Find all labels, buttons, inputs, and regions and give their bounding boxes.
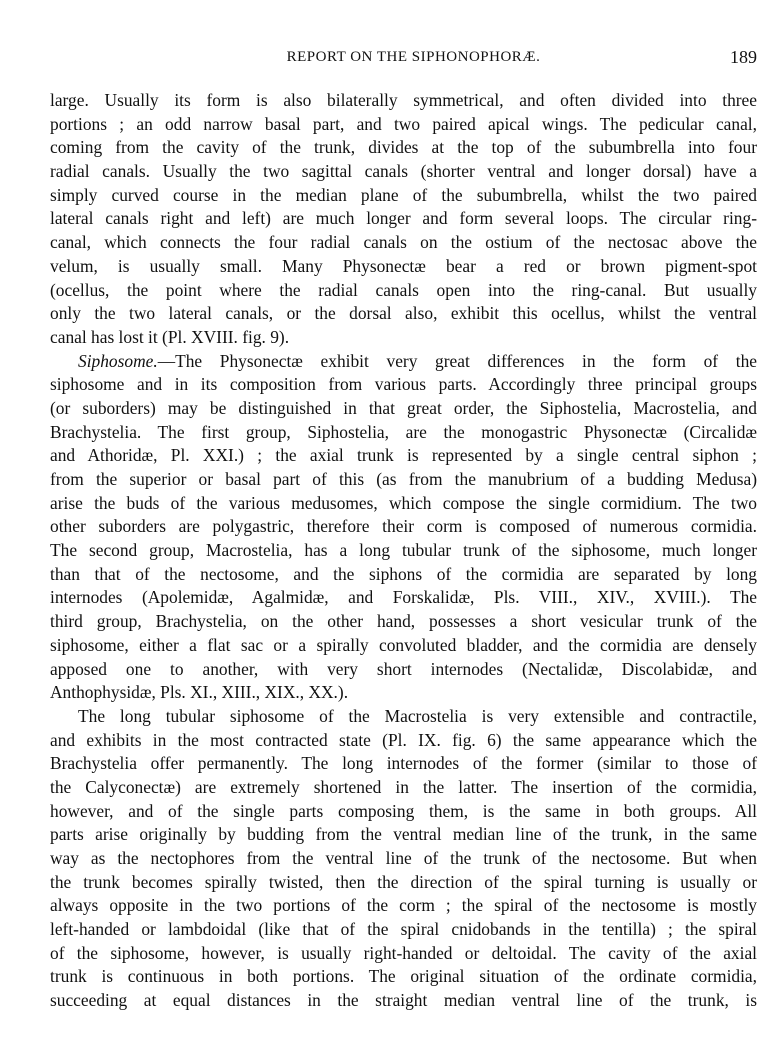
text-line: way as the nectophores from the ventral line of the trunk of the nectosome. But when [50, 848, 757, 868]
page-number: 189 [730, 47, 757, 67]
text-line: large. Usually its form is also bilaterally symmetrical, and often divided into three [50, 90, 757, 110]
text-line: of the siphosome, however, is usually right-handed or deltoidal. The cavity of the axial [50, 942, 757, 963]
text-line: coming from the cavity of the trunk, divides at the top of the subumbrella into four [50, 137, 757, 158]
text-line: siphosome, either a flat sac or a spirally convoluted bladder, and the cormidia are densely [50, 634, 757, 655]
text-line: third group, Brachystelia, on the other hand, possesses a short vesicular trunk of the [50, 611, 757, 632]
text-line: trunk is continuous in both portions. The original situation of the ordinate cormidia, [50, 966, 757, 987]
text-line: siphosome and in its composition from various parts. Accordingly three principal groups [50, 374, 757, 395]
text-line: velum, is usually small. Many Physonectæ bear a red or brown pigment-spot [50, 255, 757, 276]
text-line: arise the buds of the various medusomes, which compose the single cormidium. The two [50, 492, 757, 513]
text-line: internodes (Apolemidæ, Agalmidæ, and Forskalidæ, Pls. VIII., XIV., XVIII.). The [50, 587, 757, 608]
text-line: Siphosome.—The Physonectæ exhibit very great differences in the form of the [78, 350, 757, 371]
text-line: (ocellus, the point where the radial canals open into the ring-canal. But usually [50, 279, 757, 300]
text-line: and Athoridæ, Pl. XXI.) ; the axial trunk is represented by a single central siphon ; [50, 445, 757, 466]
body-text [50, 89, 757, 1013]
text-line: Brachystelia. The first group, Siphostelia, are the monogastric Physonectæ (Circalidæ [50, 421, 757, 442]
text-line: The long tubular siphosome of the Macrostelia is very extensible and contractile, [78, 705, 757, 726]
text-line: always opposite in the two portions of the corm ; the spiral of the nectosome is mostly [50, 895, 757, 916]
text-line: only the two lateral canals, or the dorsal also, exhibit this ocellus, whilst the ventral [50, 303, 757, 324]
running-title: REPORT ON THE SIPHONOPHORÆ. [286, 49, 541, 65]
text-line: succeeding at equal distances in the straight median ventral line of the trunk, is [50, 990, 757, 1011]
text-line: portions ; an odd narrow basal part, and two paired apical wings. The pedicular canal, [50, 113, 757, 134]
text-line: apposed one to another, with very short internodes (Nectalidæ, Discolabidæ, and [50, 658, 757, 679]
text-line: canal has lost it (Pl. XVIII. fig. 9). [50, 326, 290, 347]
text-line: left-handed or lambdoidal (like that of the spiral cnidobands in the tentilla) ; the spiral [50, 919, 757, 940]
paragraph [50, 350, 757, 705]
text-line: from the superior or basal part of this (as from the manubrium of a budding Medusa) [50, 469, 757, 489]
text-line: the trunk becomes spirally twisted, then the direction of the spiral turning is usually or [50, 871, 757, 892]
text-line: Brachystelia offer permanently. The long internodes of the former (similar to those of [50, 753, 757, 774]
section-heading: Siphosome. [78, 350, 158, 371]
text-line: simply curved course in the median plane of the subumbrella, whilst the two paired [50, 184, 757, 205]
text-line: canal, which connects the four radial canals on the ostium of the nectosac above the [50, 232, 757, 253]
text-line: and exhibits in the most contracted state (Pl. IX. fig. 6) the same appearance which the [50, 729, 757, 750]
text-line: Anthophysidæ, Pls. XI., XIII., XIX., XX.). [50, 682, 349, 703]
text-line: radial canals. Usually the two sagittal canals (shorter ventral and longer dorsal) have a [50, 161, 757, 182]
text-line: other suborders are polygastric, therefore their corm is composed of numerous cormidia. [50, 516, 757, 537]
running-header [50, 49, 757, 73]
text-line: lateral canals right and left) are much longer and form several loops. The circular ring- [50, 208, 757, 229]
text-line: (or suborders) may be distinguished in that great order, the Siphostelia, Macrostelia, and [50, 397, 757, 418]
text-line: however, and of the single parts composing them, is the same in both groups. All [50, 800, 757, 821]
text-line: parts arise originally by budding from the ventral median line of the trunk, in the same [50, 824, 757, 845]
paragraph [50, 705, 757, 1013]
text-line: the Calyconectæ) are extremely shortened in the latter. The insertion of the cormidia, [50, 776, 757, 797]
text-line: The second group, Macrostelia, has a long tubular trunk of the siphosome, much longer [50, 540, 757, 561]
text-line: than that of the nectosome, and the siphons of the cormidia are separated by long [50, 563, 757, 584]
paragraph [50, 89, 757, 350]
